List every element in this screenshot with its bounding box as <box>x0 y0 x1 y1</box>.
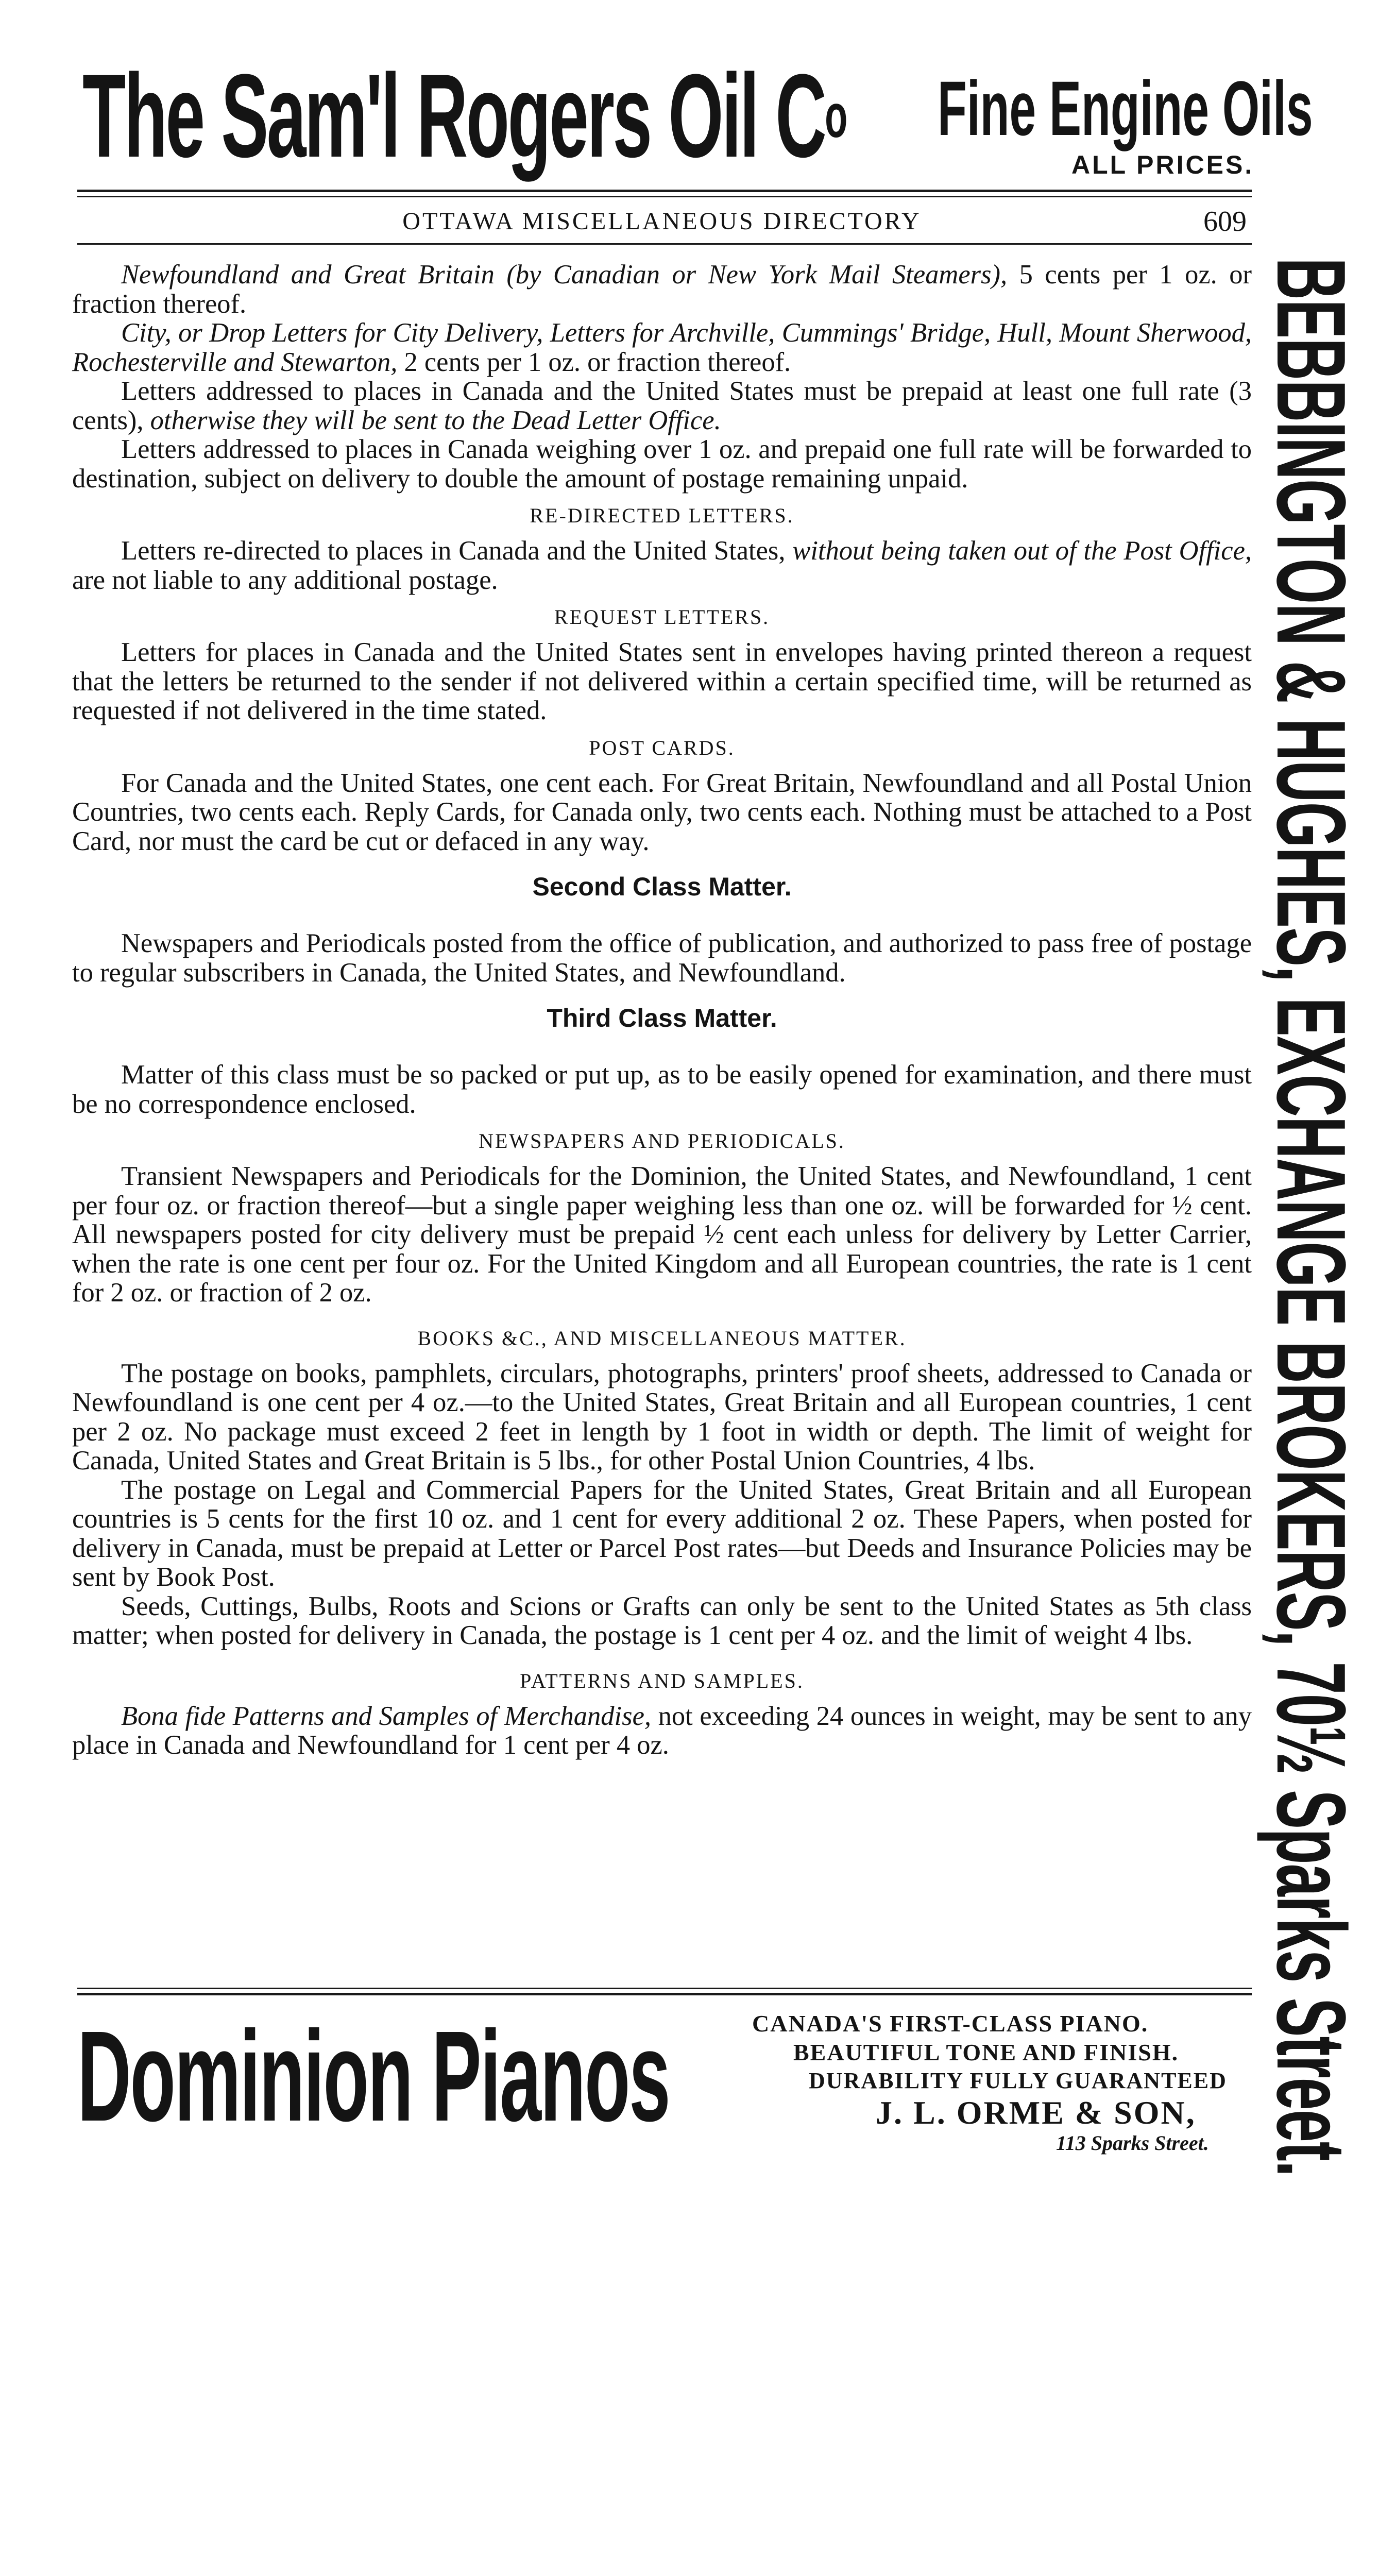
header-rule-top <box>77 190 1252 192</box>
page-number: 609 <box>1203 206 1247 238</box>
paragraph-seeds: Seeds, Cuttings, Bulbs, Roots and Scions or Grafts can only be sent to the United States as 5th class matter; when posted for delivery in Canada, the postage is 1 cent per 4 oz. and the limit of weight 4 lbs. <box>72 1591 1252 1650</box>
top-advertisement <box>82 49 1313 182</box>
heading-second-class: Second Class Matter. <box>532 872 792 901</box>
piano-ad-lines <box>675 2009 1262 2156</box>
paragraph-redirected: Letters re-directed to places in Canada and the United States, without being taken out of the Post Office, are not liable to any additional postage. <box>72 536 1252 595</box>
heading-newspapers: NEWSPAPERS AND PERIODICALS. <box>479 1129 845 1153</box>
header-rule-bottom <box>77 196 1252 197</box>
footer-rule-top <box>77 1988 1252 1989</box>
paragraph-newfoundland: Newfoundland and Great Britain (by Canadian or New York Mail Steamers), 5 cents per 1 oz. or fraction thereof. <box>72 260 1252 319</box>
heading-patterns: PATTERNS AND SAMPLES. <box>520 1669 804 1692</box>
postal-rates-text <box>72 260 1252 1760</box>
oil-subtagline: ALL PRICES. <box>1071 150 1254 179</box>
piano-ad-line-5: 113 Sparks Street. <box>1056 2131 1209 2155</box>
heading-third-class: Third Class Matter. <box>547 1004 777 1032</box>
paragraph-city-letters: City, or Drop Letters for City Delivery, Letters for Archville, Cummings' Bridge, Hull, Mount Sherwood, Rochesterville and Stewarton, 2 cents per 1 oz. or fraction thereof. <box>72 318 1252 377</box>
paragraph-second-class: Newspapers and Periodicals posted from the office of publication, and authorized to pass free of postage to regular subscribers in Canada, the United States, and Newfoundland. <box>72 928 1252 988</box>
piano-ad-line-1: CANADA'S FIRST-CLASS PIANO. <box>752 2010 1149 2037</box>
side-advertisement <box>1256 258 1366 2177</box>
paragraph-overweight-letters: Letters addressed to places in Canada weighing over 1 oz. and prepaid one full rate will be forwarded to destination, subject on delivery to double the amount of postage remaining unpaid. <box>72 434 1252 494</box>
paragraph-patterns: Bona fide Patterns and Samples of Merchandise, not exceeding 24 ounces in weight, may be sent to any place in Canada and Newfoundland for 1 cent per 4 oz. <box>72 1701 1252 1760</box>
heading-request-letters: REQUEST LETTERS. <box>554 605 770 629</box>
running-header-title: OTTAWA MISCELLANEOUS DIRECTORY <box>402 208 922 235</box>
piano-ad-line-4: J. L. ORME & SON, <box>876 2094 1196 2131</box>
heading-post-cards: POST CARDS. <box>589 736 735 759</box>
heading-redirected-letters: RE-DIRECTED LETTERS. <box>530 504 794 527</box>
running-header-rule <box>77 243 1252 245</box>
side-ad-text: BEBBINGTON & HUGHES, EXCHANGE BROKERS, 70½ Sparks Street. <box>1256 258 1366 2177</box>
paragraph-third-class: Matter of this class must be so packed or put up, as to be easily opened for examination, and there must be no correspondence enclosed. <box>72 1060 1252 1119</box>
paragraph-prepaid-letters: Letters addressed to places in Canada and the United States must be prepaid at least one full rate (3 cents), otherwise they will be sent to the Dead Letter Office. <box>72 376 1252 435</box>
paragraph-legal-papers: The postage on Legal and Commercial Papers for the United States, Great Britain and all European countries is 5 cents for the first 10 oz. and 1 cent for every additional 2 oz. These Papers, when posted for delivery in Canada, must be prepaid at Letter or Parcel Post rates—but Deeds and Insurance Policies may be sent by Book Post. <box>72 1475 1252 1592</box>
paragraph-post-cards: For Canada and the United States, one cent each. For Great Britain, Newfoundland and all Postal Union Countries, two cents each. Reply Cards, for Canada only, two cents each. Nothing must be attached to a Post Card, nor must the card be cut or defaced in any way. <box>72 768 1252 856</box>
running-header <box>77 204 1247 240</box>
paragraph-books: The postage on books, pamphlets, circulars, photographs, printers' proof sheets, addressed to Canada or Newfoundland is one cent per 4 oz.—to the United States, Great Britain and all European countries, 1 cent per 2 oz. No package must exceed 2 feet in length by 1 foot in width or depth. The limit of weight for Canada, United States and Great Britain is 5 lbs., for other Postal Union Countries, 4 lbs. <box>72 1358 1252 1476</box>
piano-ad-line-2: BEAUTIFUL TONE AND FINISH. <box>793 2039 1179 2065</box>
oil-tagline: Fine Engine Oils <box>938 65 1313 151</box>
bottom-advertisement <box>77 2004 1262 2159</box>
footer-rule-bottom <box>77 1993 1252 1995</box>
heading-books: BOOKS &C., AND MISCELLANEOUS MATTER. <box>417 1326 907 1350</box>
oil-company-brand: The Sam'l Rogers Oil $C^o$ <box>82 49 846 182</box>
piano-brand: Dominion Pianos <box>77 2004 670 2148</box>
paragraph-request-letters: Letters for places in Canada and the United States sent in envelopes having printed thereon a request that the letters be returned to the sender if not delivered within a certain specified time, will be returned as requested if not delivered in the time stated. <box>72 637 1252 725</box>
piano-ad-line-3: DURABILITY FULLY GUARANTEED <box>809 2068 1227 2093</box>
paragraph-newspapers: Transient Newspapers and Periodicals for the Dominion, the United States, and Newfoundland, 1 cent per four oz. or fraction thereof—but a single paper weighing less than one oz. will be forwarded for ½ cent. All newspapers posted for city delivery must be prepaid ½ cent each unless for delivery by Letter Carrier, when the rate is one cent per four oz. For the United Kingdom and all European countries, the rate is 1 cent for 2 oz. or fraction of 2 oz. <box>72 1161 1252 1308</box>
